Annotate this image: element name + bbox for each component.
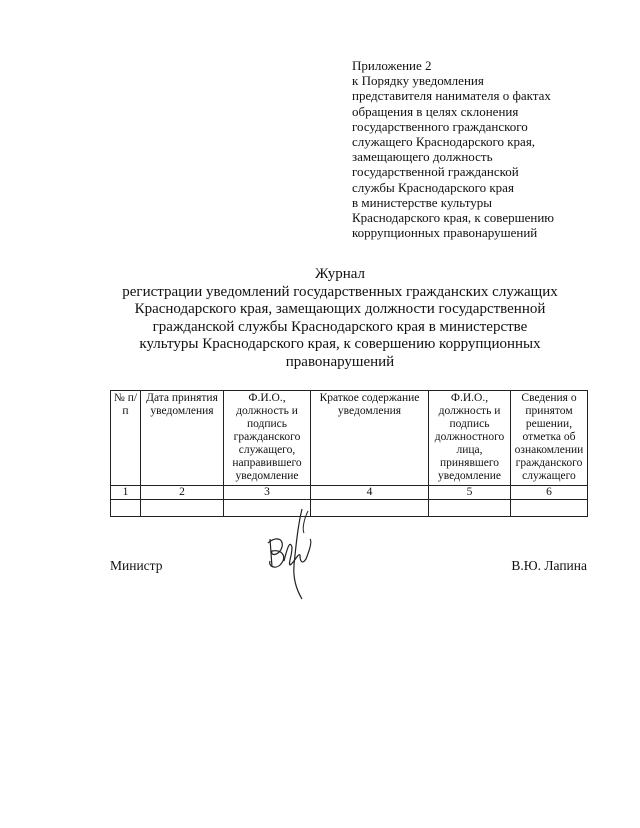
appendix-line: Приложение 2 [352, 58, 432, 73]
table-cell-empty [141, 500, 224, 517]
header-cell-sender: Ф.И.О., должность и подпись гражданского служащего, направившего уведомление [224, 391, 311, 486]
appendix-line: замещающего должность [352, 149, 493, 165]
appendix-line: обращения в целях склонения [352, 103, 519, 119]
table-row [111, 500, 588, 517]
journal-subtitle-line: культуры Краснодарского края, к совершению коррупционных [139, 336, 541, 353]
column-number: 6 [511, 486, 588, 500]
appendix-line: Краснодарского края, к совершению [352, 210, 555, 226]
signer-position: Министр [110, 558, 163, 573]
column-number: 2 [141, 486, 224, 500]
appendix-line: службы Краснодарского края [352, 179, 514, 195]
appendix-line: в министерстве культуры [352, 194, 492, 210]
appendix-line: к Порядку уведомления [352, 73, 484, 89]
appendix-line: служащего Краснодарского края, [352, 134, 536, 150]
journal-subtitle-line: правонарушений [285, 353, 395, 370]
journal-subtitle-line: гражданской службы Краснодарского края в министерстве [152, 318, 528, 335]
table-cell-empty [311, 500, 429, 517]
appendix-note [352, 58, 602, 240]
journal-title-block [95, 266, 585, 372]
column-number: 4 [311, 486, 429, 500]
appendix-line: государственного гражданского [352, 118, 528, 134]
table-cell-empty [429, 500, 511, 517]
header-cell-summary: Краткое содержание уведомления [311, 391, 429, 486]
table-cell-empty [111, 500, 141, 517]
journal-subtitle-line: регистрации уведомлений государственных гражданских служащих [122, 283, 558, 300]
appendix-line: государственной гражданской [352, 164, 519, 180]
journal-table [110, 390, 588, 517]
table-cell-empty [511, 500, 588, 517]
handwritten-signature [258, 505, 328, 605]
appendix-line: представителя нанимателя о фактах [352, 88, 551, 104]
journal-title: Журнал [314, 266, 365, 282]
journal-subtitle-line: Краснодарского края, замещающих должности государственной [134, 301, 546, 318]
column-number: 5 [429, 486, 511, 500]
header-cell-date: Дата принятия уведомления [141, 391, 224, 486]
header-cell-decision: Сведения о принятом решении, отметка об ознакомлении гражданского служащего [511, 391, 588, 486]
table-number-row [111, 486, 588, 500]
table-header-row [111, 391, 588, 486]
column-number: 3 [224, 486, 311, 500]
signer-name: В.Ю. Лапина [511, 558, 587, 573]
header-cell-receiver: Ф.И.О., должность и подпись должностного лица, принявшего уведомление [429, 391, 511, 486]
column-number: 1 [111, 486, 141, 500]
signature-row [110, 558, 587, 578]
header-cell-number: № п/п [111, 391, 141, 486]
appendix-line: коррупционных правонарушений [352, 225, 538, 241]
